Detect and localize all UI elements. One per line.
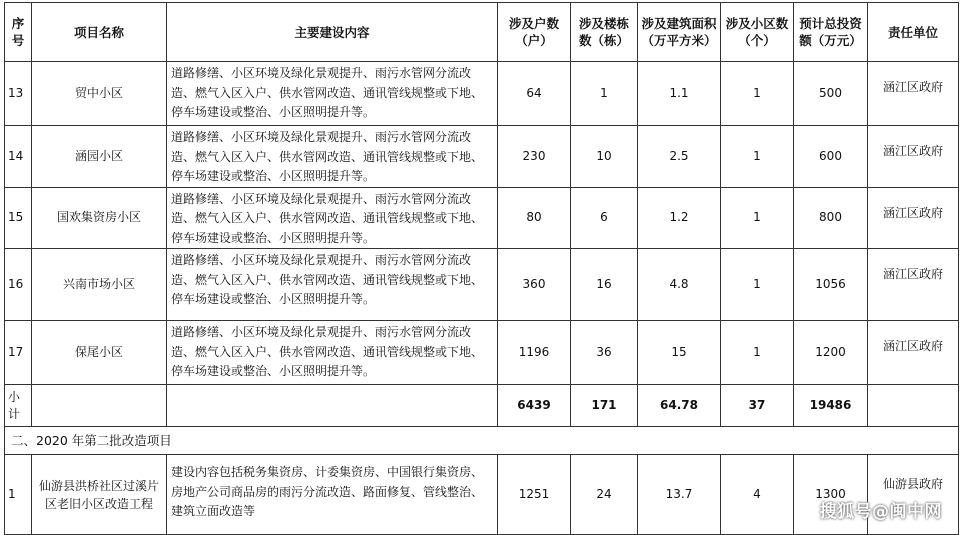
cell-investment: 1056 (794, 249, 868, 321)
header-name: 项目名称 (32, 3, 167, 62)
cell-communities: 1 (721, 321, 794, 385)
cell-unit: 涵江区政府 (868, 126, 959, 188)
cell-name: 兴南市场小区 (32, 249, 167, 321)
cell-communities: 4 (721, 455, 794, 535)
cell-communities: 1 (721, 126, 794, 188)
cell-households: 230 (498, 126, 571, 188)
cell-investment: 500 (794, 62, 868, 126)
cell-seq: 17 (5, 321, 32, 385)
subtotal-row (5, 385, 959, 427)
header-communities: 涉及小区数（个） (721, 3, 794, 62)
cell-communities: 1 (721, 187, 794, 249)
subtotal-buildings: 171 (571, 385, 638, 427)
cell-name: 仙游县洪桥社区过溪片区老旧小区改造工程 (32, 455, 167, 535)
header-households: 涉及户数（户） (498, 3, 571, 62)
cell-households: 360 (498, 249, 571, 321)
table-row (5, 321, 959, 385)
table-row (5, 126, 959, 188)
header-area: 涉及建筑面积（万平方米） (638, 3, 721, 62)
cell-investment: 1300 (794, 455, 868, 535)
table-row (5, 455, 959, 535)
cell-buildings: 16 (571, 249, 638, 321)
cell-seq: 14 (5, 126, 32, 188)
cell-seq: 16 (5, 249, 32, 321)
header-seq: 序号 (5, 3, 32, 62)
section-title: 二、2020 年第二批改造项目 (5, 427, 959, 455)
cell-unit: 仙游县政府 (868, 455, 959, 535)
subtotal-communities: 37 (721, 385, 794, 427)
cell-unit: 涵江区政府 (868, 187, 959, 249)
cell-unit: 涵江区政府 (868, 321, 959, 385)
cell-households: 80 (498, 187, 571, 249)
cell-content: 道路修缮、小区环境及绿化景观提升、雨污水管网分流改造、燃气入区入户、供水管网改造、通讯管线规整或下地、停车场建设或整治、小区照明提升等。 (167, 321, 498, 385)
cell-content: 道路修缮、小区环境及绿化景观提升、雨污水管网分流改造、燃气入区入户、供水管网改造、通讯管线规整或下地、停车场建设或整治、小区照明提升等。 (167, 249, 498, 321)
cell-name: 保尾小区 (32, 321, 167, 385)
cell-unit: 涵江区政府 (868, 62, 959, 126)
cell-buildings: 1 (571, 62, 638, 126)
cell-buildings: 10 (571, 126, 638, 188)
cell-area: 4.8 (638, 249, 721, 321)
table-row (5, 187, 959, 249)
cell-investment: 600 (794, 126, 868, 188)
cell-area: 2.5 (638, 126, 721, 188)
cell-name: 贸中小区 (32, 62, 167, 126)
cell-unit: 涵江区政府 (868, 249, 959, 321)
cell-area: 15 (638, 321, 721, 385)
subtotal-households: 6439 (498, 385, 571, 427)
cell-households: 1251 (498, 455, 571, 535)
subtotal-label: 小计 (5, 385, 32, 427)
cell-households: 1196 (498, 321, 571, 385)
cell-investment: 1200 (794, 321, 868, 385)
cell-content: 建设内容包括税务集资房、计委集资房、中国银行集资房、房地产公司商品房的雨污分流改造、路面修复、管线整治、建筑立面改造等 (167, 455, 498, 535)
cell-communities: 1 (721, 249, 794, 321)
header-investment: 预计总投资额（万元） (794, 3, 868, 62)
cell-content: 道路修缮、小区环境及绿化景观提升、雨污水管网分流改造、燃气入区入户、供水管网改造、通讯管线规整或下地、停车场建设或整治、小区照明提升等。 (167, 187, 498, 249)
cell-investment: 800 (794, 187, 868, 249)
cell-name: 涵园小区 (32, 126, 167, 188)
cell-area: 1.2 (638, 187, 721, 249)
header-buildings: 涉及楼栋数（栋） (571, 3, 638, 62)
project-table (4, 2, 959, 535)
header-row (5, 3, 959, 62)
header-content: 主要建设内容 (167, 3, 498, 62)
table-row (5, 62, 959, 126)
cell-content: 道路修缮、小区环境及绿化景观提升、雨污水管网分流改造、燃气入区入户、供水管网改造、通讯管线规整或下地、停车场建设或整治、小区照明提升等。 (167, 126, 498, 188)
cell-name: 国欢集资房小区 (32, 187, 167, 249)
cell-seq: 13 (5, 62, 32, 126)
cell-seq: 1 (5, 455, 32, 535)
cell-buildings: 24 (571, 455, 638, 535)
subtotal-area: 64.78 (638, 385, 721, 427)
cell-buildings: 6 (571, 187, 638, 249)
cell-area: 1.1 (638, 62, 721, 126)
cell-content: 道路修缮、小区环境及绿化景观提升、雨污水管网分流改造、燃气入区入户、供水管网改造、通讯管线规整或下地、停车场建设或整治、小区照明提升等。 (167, 62, 498, 126)
table-row (5, 249, 959, 321)
section-row (5, 427, 959, 455)
watermark: 搜狐号@闽中网 (819, 502, 942, 522)
cell-households: 64 (498, 62, 571, 126)
cell-seq: 15 (5, 187, 32, 249)
header-unit: 责任单位 (868, 3, 959, 62)
cell-buildings: 36 (571, 321, 638, 385)
subtotal-investment: 19486 (794, 385, 868, 427)
cell-communities: 1 (721, 62, 794, 126)
cell-area: 13.7 (638, 455, 721, 535)
